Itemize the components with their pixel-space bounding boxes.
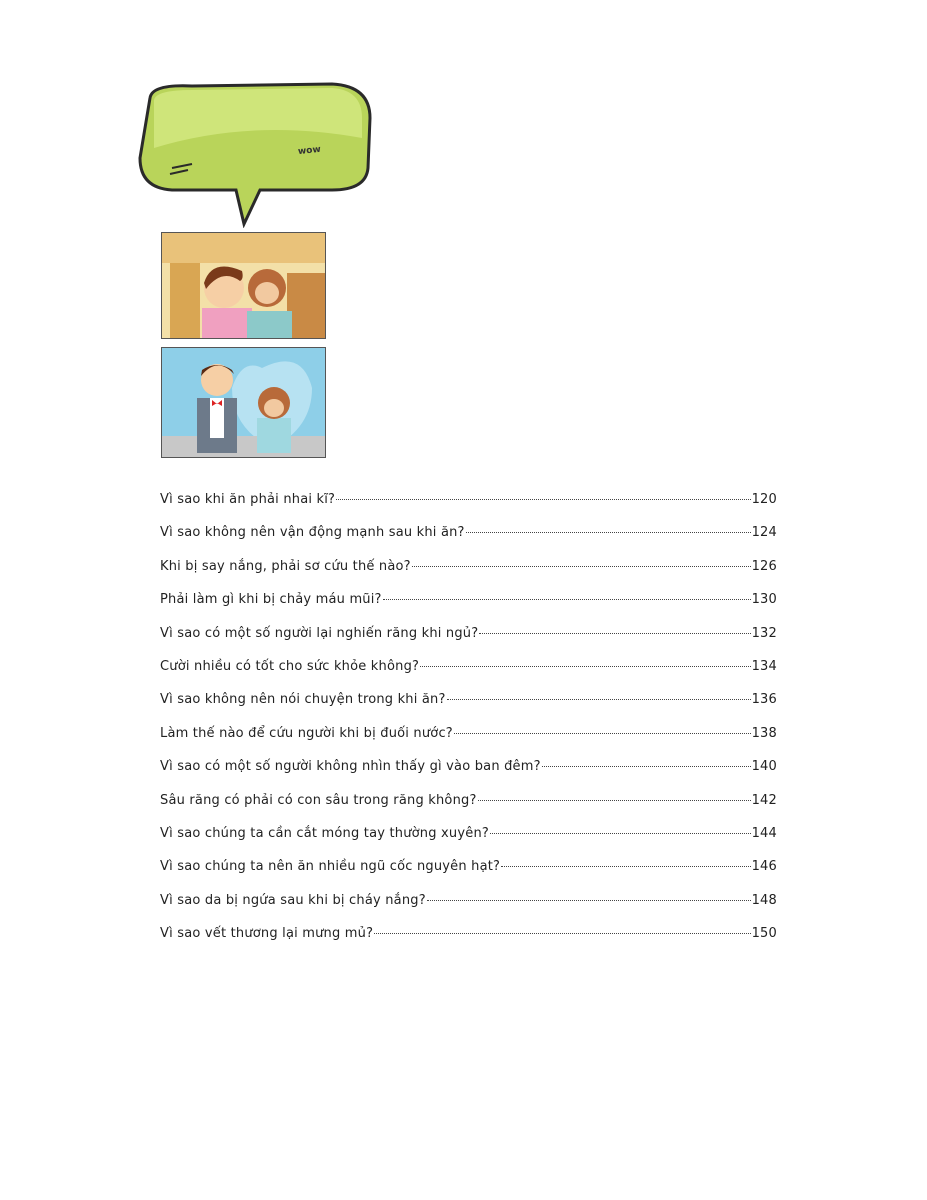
toc-title: Sâu răng có phải có con sâu trong răng không?: [160, 792, 477, 808]
toc-page: 134: [751, 658, 777, 674]
dot-leader: [479, 633, 750, 634]
toc-page: 138: [751, 725, 777, 741]
toc-title: Vì sao chúng ta cần cắt móng tay thường xuyên?: [160, 825, 489, 841]
toc-entry[interactable]: [160, 726, 777, 759]
toc-title: Vì sao có một số người lại nghiến răng khi ngủ?: [160, 625, 479, 641]
dot-leader: [412, 566, 751, 567]
toc-title: Vì sao da bị ngứa sau khi bị cháy nắng?: [160, 892, 426, 908]
toc-entry[interactable]: [160, 525, 777, 558]
toc-page: 142: [751, 792, 777, 808]
illustration-man-and-monkey: [161, 347, 326, 458]
dot-leader: [336, 499, 750, 500]
toc-title: Khi bị say nắng, phải sơ cứu thế nào?: [160, 558, 411, 574]
dot-leader: [420, 666, 750, 667]
illustration-boy-and-monkey: [161, 232, 326, 339]
dot-leader: [490, 833, 751, 834]
toc-title: Vì sao có một số người không nhìn thấy gì vào ban đêm?: [160, 759, 541, 775]
toc-page: 120: [751, 492, 777, 507]
toc-page: 140: [751, 759, 777, 775]
dot-leader: [542, 766, 751, 767]
toc-entry[interactable]: [160, 759, 777, 792]
toc-title: Vì sao không nên vận động mạnh sau khi ăn?: [160, 525, 465, 541]
toc-entry[interactable]: [160, 793, 777, 826]
toc-entry[interactable]: [160, 626, 777, 659]
dot-leader: [374, 933, 750, 934]
toc-title: Làm thế nào để cứu người khi bị đuối nước?: [160, 725, 453, 741]
bubble-wow-text: wow: [297, 144, 322, 158]
toc-page: 126: [751, 558, 777, 574]
dot-leader: [466, 532, 751, 533]
toc-title: Cười nhiều có tốt cho sức khỏe không?: [160, 658, 420, 674]
toc-entry[interactable]: [160, 592, 777, 625]
dot-leader: [427, 900, 751, 901]
dot-leader: [383, 599, 751, 600]
toc-entry[interactable]: [160, 893, 777, 926]
dot-leader: [501, 866, 750, 867]
toc-page: 146: [751, 859, 777, 875]
toc-entry[interactable]: [160, 559, 777, 592]
toc-title: Vì sao không nên nói chuyện trong khi ăn?: [160, 692, 446, 708]
dot-leader: [454, 733, 751, 734]
toc-page: 144: [751, 825, 777, 841]
toc-title: Phải làm gì khi bị chảy máu mũi?: [160, 592, 382, 608]
toc-title: Vì sao chúng ta nên ăn nhiều ngũ cốc nguyên hạt?: [160, 859, 501, 875]
dot-leader: [447, 699, 751, 700]
toc-entry[interactable]: [160, 926, 777, 959]
toc-entry[interactable]: [160, 492, 777, 525]
toc-page: 132: [751, 625, 777, 641]
speech-bubble-illustration: [132, 78, 380, 228]
toc-entry[interactable]: [160, 859, 777, 892]
toc-page: 124: [751, 525, 777, 541]
toc-entry[interactable]: [160, 692, 777, 725]
toc-title: Vì sao khi ăn phải nhai kĩ?: [160, 492, 336, 507]
table-of-contents: [160, 492, 777, 959]
toc-page: 150: [751, 926, 777, 942]
toc-entry[interactable]: [160, 659, 777, 692]
dot-leader: [478, 800, 751, 801]
toc-entry[interactable]: [160, 826, 777, 859]
toc-page: 136: [751, 692, 777, 708]
toc-page: 130: [751, 592, 777, 608]
toc-page: 148: [751, 892, 777, 908]
toc-title: Vì sao vết thương lại mưng mủ?: [160, 926, 374, 942]
